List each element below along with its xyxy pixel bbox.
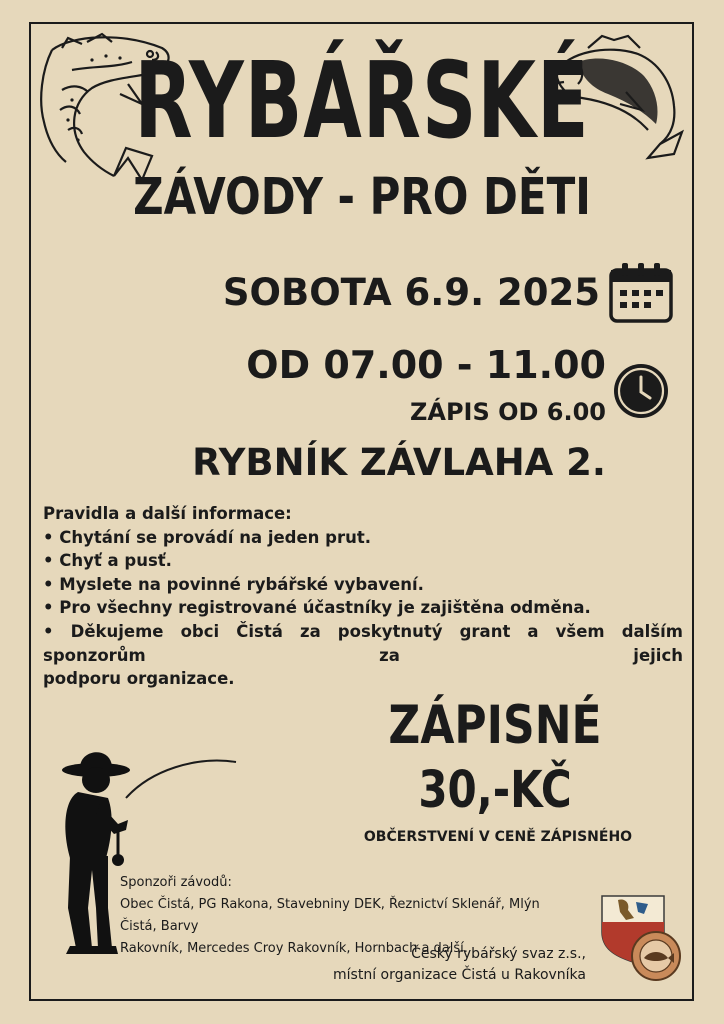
event-location: RYBNÍK ZÁVLAHA 2. [192,441,606,484]
rule-item: • Chyť a pusť. [43,551,172,571]
sponsors-line: Obec Čistá, PG Rakona, Stavebniny DEK, Řeznictví Sklenář, Mlýn Čistá, Barvy [120,897,540,934]
organizer-line: Český rybářský svaz z.s., [411,946,586,962]
event-date: SOBOTA 6.9. 2025 [222,271,600,314]
club-emblem-icon [598,892,682,988]
rules-section [43,502,683,691]
poster-subtitle: ZÁVODY - PRO DĚTI [133,167,591,226]
rule-item: podporu organizace. [43,669,235,689]
fee-title: ZÁPISNÉ [388,695,602,757]
rule-item: • Pro všechny registrované účastníky je zajištěna odměna. [43,598,591,618]
poster-title: RYBÁŘSKÉ [134,39,590,162]
clock-icon [612,362,670,420]
rule-item: • Děkujeme obci Čistá za poskytnutý grant a všem dalším sponzorům za jejich [43,621,683,665]
registration-time: ZÁPIS OD 6.00 [409,398,606,426]
rule-item: • Chytání se provádí na jeden prut. [43,527,372,547]
sponsors-heading: Sponzoři závodů: [120,875,232,890]
calendar-icon [608,262,674,324]
sponsors-line: Rakovník, Mercedes Croy Rakovník, Hornbach a další. [120,941,468,956]
fee-amount: 30,-KČ [418,760,572,819]
event-time: OD 07.00 - 11.00 [246,343,606,387]
fee-note: OBČERSTVENÍ V CENĚ ZÁPISNÉHO [363,829,633,845]
rules-heading: Pravidla a další informace: [43,504,292,523]
organizer-block [333,944,586,986]
organizer-line: místní organizace Čistá u Rakovníka [333,967,586,983]
rule-item: • Myslete na povinné rybářské vybavení. [43,574,424,594]
